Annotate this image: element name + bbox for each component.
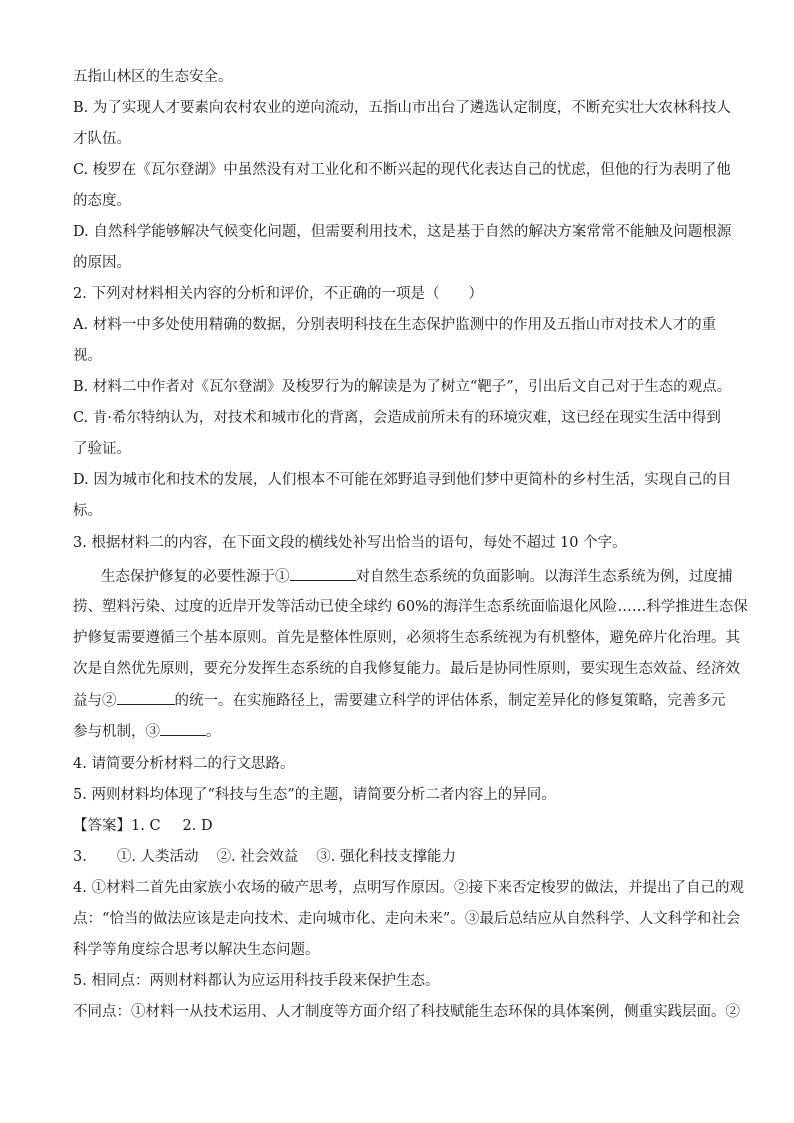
passage-line: 次是自然优先原则，要充分发挥生态系统的自我修复能力。最后是协同性原则，要实现生态效益、经济效 — [73, 661, 740, 677]
passage-line — [73, 690, 726, 711]
passage-line: 护修复需要遵循三个基本原则。首先是整体性原则，必须将生态系统视为有机整体，避免碎片化治理。其 — [73, 630, 740, 646]
passage-text: 益与② — [73, 693, 117, 709]
option-c-line: C. 梭罗在《瓦尔登湖》中虽然没有对工业化和不断兴起的现代化表达自己的忧虑，但他的行为表明了他 — [73, 162, 731, 178]
answer-3-line — [73, 847, 456, 867]
passage-text: 。 — [206, 724, 221, 740]
answer-3-item: ②. 社会效益 — [216, 849, 299, 865]
blank-2[interactable] — [117, 690, 175, 705]
answer-label: 【答案】 — [73, 818, 131, 834]
answer-3-item: ③. 强化科技支撑能力 — [316, 849, 456, 865]
passage-line — [73, 721, 221, 742]
option-b-line: B. 材料二中作者对《瓦尔登湖》及梭罗行为的解读是为了树立“靶子”，引出后文自己对于生态的观点。 — [73, 379, 732, 395]
answer-line — [73, 816, 213, 836]
question-5: 5. 两则材料均体现了“科技与生态”的主题，请简要分析二者内容上的异同。 — [73, 787, 556, 803]
answer-5-line: 5. 相同点：两则材料都认为应运用科技手段来保护生态。 — [73, 973, 440, 989]
answer-3-number: 3. — [73, 849, 87, 865]
option-a-line: A. 材料一中多处使用精确的数据，分别表明科技在生态保护监测中的作用及五指山市对技术人才的重 — [73, 317, 717, 333]
question-4: 4. 请简要分析材料二的行文思路。 — [73, 756, 295, 772]
answer-5-line: 不同点：①材料一从技术运用、人才制度等方面介绍了科技赋能生态环保的具体案例，侧重实践层面。② — [73, 1004, 740, 1020]
question-3: 3. 根据材料二的内容，在下面文段的横线处补写出恰当的语句，每处不超过 10 个字。 — [73, 535, 627, 551]
passage-text: 参与机制，③ — [73, 724, 160, 740]
passage-line: 捞、塑料污染、过度的近岸开发等活动已使全球约 60%的海洋生态系统面临退化风险……科学推进生态保 — [73, 599, 748, 615]
passage-text: 生态保护修复的必要性源于① — [101, 569, 290, 585]
answer-4-line: 点：“恰当的做法应该是走向技术、走向城市化、走向未来”。③最后总结应从自然科学、人文科学和社会 — [73, 911, 741, 927]
option-d-line: D. 因为城市化和技术的发展，人们根本不可能在郊野追寻到他们梦中更简朴的乡村生活，实现自己的目 — [73, 472, 732, 488]
option-b-line: B. 为了实现人才要素向农村农业的逆向流动，五指山市出台了遴选认定制度，不断充实壮大农林科技人 — [73, 100, 731, 116]
answer-4-line: 4. ①材料二首先由家族小农场的破产思考，点明写作原因。②接下来否定梭罗的做法，并提出了自己的观 — [73, 880, 744, 896]
option-d-line: D. 自然科学能够解决气候变化问题，但需要利用技术，这是基于自然的解决方案常常不能触及问题根源 — [73, 224, 732, 240]
answer-3-item: ①. 人类活动 — [116, 849, 199, 865]
text-line: 五指山林区的生态安全。 — [73, 69, 233, 85]
answer-2: 2. D — [182, 818, 213, 834]
passage-text: 对自然生态系统的负面影响。以海洋生态系统为例，过度捕 — [355, 569, 733, 585]
text-line: 标。 — [73, 503, 102, 519]
text-line: 才队伍。 — [73, 131, 131, 147]
question-2: 2. 下列对材料相关内容的分析和评价，不正确的一项是（ ） — [73, 286, 483, 302]
blank-1[interactable] — [290, 566, 356, 581]
answer-4-line: 科学等角度综合思考以解决生态问题。 — [73, 942, 320, 958]
text-line: 的态度。 — [73, 193, 131, 209]
answer-1: 1. C — [131, 818, 161, 834]
text-line: 视。 — [73, 348, 102, 364]
passage-line — [101, 566, 733, 587]
blank-3[interactable] — [160, 721, 206, 736]
text-line: 的原因。 — [73, 255, 131, 271]
text-line: 了验证。 — [73, 441, 131, 457]
option-c-line: C. 肯·希尔特纳认为，对技术和城市化的背离，会造成前所未有的环境灾难，这已经在现实生活中得到 — [73, 410, 721, 426]
passage-text: 的统一。在实施路径上，需要建立科学的评估体系，制定差异化的修复策略，完善多元 — [174, 693, 726, 709]
